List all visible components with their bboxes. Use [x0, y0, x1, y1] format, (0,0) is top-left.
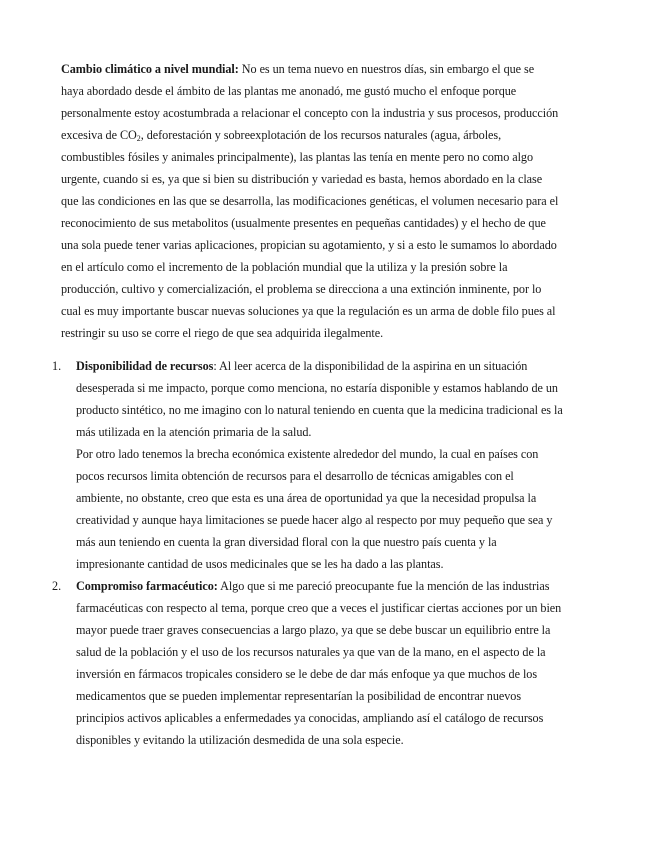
item2-line-7: principios activos aplicables a enfermedades ya conocidas, ampliando así el catálogo de recursos — [76, 711, 544, 725]
item1-line-1: Disponibilidad de recursos: Al leer acerca de la disponibilidad de la aspirina en un situación — [76, 359, 528, 373]
item1-line-4: más utilizada en la atención primaria de la salud. — [76, 425, 312, 439]
intro-line-6: urgente, cuando si es, ya que si bien su distribución y variedad es basta, hemos abordado en la clase — [61, 172, 543, 186]
item1-line-10: impresionante cantidad de usos medicinales que se les ha dado a las plantas. — [76, 557, 444, 571]
item2-line-8: disponibles y evitando la utilización desmedida de una sola especie. — [76, 733, 404, 747]
intro-line-2: haya abordado desde el ámbito de las plantas me anonadó, me gustó mucho el enfoque porque — [61, 84, 517, 98]
intro-heading: Cambio climático a nivel mundial: — [61, 62, 239, 76]
intro-line-7: que las condiciones en las que se desarrolla, las modificaciones genéticas, el volumen necesario para el — [61, 194, 559, 208]
item2-line-4: salud de la población y el uso de los recursos naturales ya que van de la mano, en el aspecto de la — [76, 645, 546, 659]
item2-line-6: medicamentos que se pueden implementar representarían la posibilidad de encontrar nuevos — [76, 689, 522, 703]
intro-line-11: producción, cultivo y comercialización, el problema se direcciona a una extinción inminente, por lo — [61, 282, 542, 296]
item2-heading: Compromiso farmacéutico: — [76, 579, 218, 593]
item1-line-5: Por otro lado tenemos la brecha económica existente alrededor del mundo, la cual en países con — [76, 447, 539, 461]
item1-heading: Disponibilidad de recursos — [76, 359, 214, 373]
intro-line-3: personalmente estoy acostumbrada a relacionar el concepto con la industria y sus procesos, producción — [61, 106, 559, 120]
item2-line-5: inversión en fármacos tropicales considero se le debe de dar más enfoque ya que muchos de los — [76, 667, 538, 681]
item1-line-9: más aun teniendo en cuenta la gran diversidad floral con la que nuestro país cuenta y la — [76, 535, 497, 549]
list-number: 1. — [52, 359, 62, 373]
intro-line-8: reconocimiento de sus metabolitos (usualmente presentes en pequeñas cantidades) y el hecho de que — [61, 216, 546, 230]
intro-line-9: una sola puede tener varias aplicaciones, propician su agotamiento, y si a esto le sumamos lo abordado — [61, 238, 557, 252]
item2-line-1: Compromiso farmacéutico: Algo que si me pareció preocupante fue la mención de las industrias — [76, 579, 550, 593]
intro-line-10: en el artículo como el incremento de la población mundial que la utiliza y la presión sobre la — [61, 260, 508, 274]
intro-line-5: combustibles fósiles y animales principalmente), las plantas las tenía en mente pero no como algo — [61, 150, 534, 164]
intro-line-12: cual es muy importante buscar nuevas soluciones ya que la regulación es un arma de doble filo pues al — [61, 304, 556, 318]
item2-line-3: mayor puede traer graves consecuencias a largo plazo, ya que se debe buscar un equilibrio entre la — [76, 623, 551, 637]
intro-line-1: Cambio climático a nivel mundial: No es un tema nuevo en nuestros días, sin embargo el que se — [61, 62, 535, 76]
item1-line-3: producto sintético, no me imagino con lo natural teniendo en cuenta que la medicina tradicional es la — [76, 403, 563, 417]
list-number: 2. — [52, 579, 62, 593]
item1-line-8: creatividad y aunque haya limitaciones se puede hacer algo al respecto por muy pequeño que sea y — [76, 513, 553, 527]
intro-line-4: excesiva de $CO_2$, deforestación y sobreexplotación de los recursos naturales (agua, árboles, — [61, 128, 502, 143]
intro-line-13: restringir su uso se corre el riego de que sea adquirida ilegalmente. — [61, 326, 384, 340]
item1-line-7: ambiente, no obstante, creo que esta es una área de oportunidad ya que la necesidad propulsa la — [76, 491, 537, 505]
item1-line-2: desesperada si me impacto, porque como menciona, no estaría disponible y estamos hablando de un — [76, 381, 558, 395]
item1-line-6: pocos recursos limita obtención de recursos para el desarrollo de técnicas amigables con el — [76, 469, 514, 483]
item2-line-2: farmacéuticas con respecto al tema, porque creo que a veces el justificar ciertas acciones por un bien — [76, 601, 562, 615]
